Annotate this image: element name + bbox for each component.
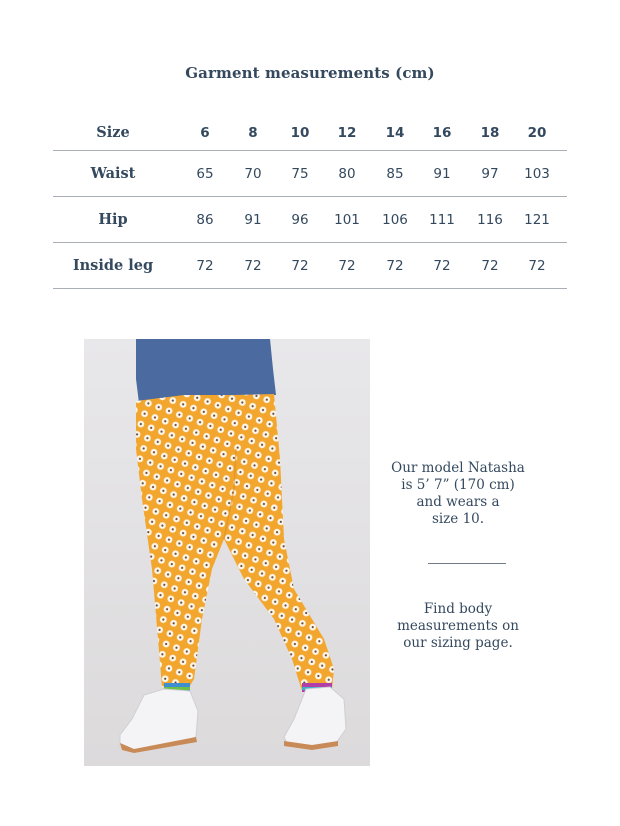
table-cell: 111 [429,211,455,228]
row-label: Hip [98,211,128,228]
table-cell: 72 [433,257,451,274]
model-note [378,460,538,528]
sizing-note-line: measurements on [397,618,519,634]
table-row-hip [53,197,567,243]
table-cell: 72 [481,257,499,274]
table-cell: 72 [338,257,356,274]
model-note-line: size 10. [431,511,485,527]
table-cell: 86 [196,211,214,228]
table-cell: 72 [528,257,546,274]
table-cell: 91 [244,211,262,228]
table-cell: 106 [382,211,408,228]
page-title: Garment measurements (cm) [185,64,435,82]
size-16: 16 [432,124,452,141]
row-label: Inside leg [72,257,154,274]
sizing-note [378,601,538,652]
divider [428,563,506,564]
model-photo [84,339,370,766]
table-cell: 85 [386,165,404,182]
sizing-note-line: Find body [423,601,493,617]
table-header-row [53,115,567,151]
size-18: 18 [480,124,500,141]
table-cell: 101 [334,211,360,228]
size-14: 14 [385,124,405,141]
table-cell: 65 [196,165,214,182]
table-cell: 72 [386,257,404,274]
table-cell: 121 [524,211,550,228]
model-note-line: and wears a [416,494,500,510]
table-cell: 116 [477,211,503,228]
measurements-table [53,115,567,289]
size-20: 20 [527,124,547,141]
table-cell: 72 [196,257,214,274]
table-cell: 103 [524,165,550,182]
table-cell: 80 [338,165,356,182]
table-cell: 97 [481,165,499,182]
size-6: 6 [200,124,210,141]
model-illustration [84,339,370,766]
table-row-waist [53,151,567,197]
table-row-inside-leg [53,243,567,289]
table-cell: 91 [433,165,451,182]
model-note-line: is 5’ 7” (170 cm) [401,477,515,493]
table-cell: 72 [244,257,262,274]
table-cell: 70 [244,165,262,182]
table-cell: 72 [291,257,309,274]
table-cell: 96 [291,211,309,228]
size-10: 10 [290,124,310,141]
size-12: 12 [337,124,357,141]
row-label: Size [96,124,130,141]
sizing-note-line: our sizing page. [403,635,513,651]
size-8: 8 [248,124,258,141]
table-cell: 75 [291,165,309,182]
model-note-line: Our model Natasha [391,460,525,476]
row-label: Waist [90,165,136,182]
